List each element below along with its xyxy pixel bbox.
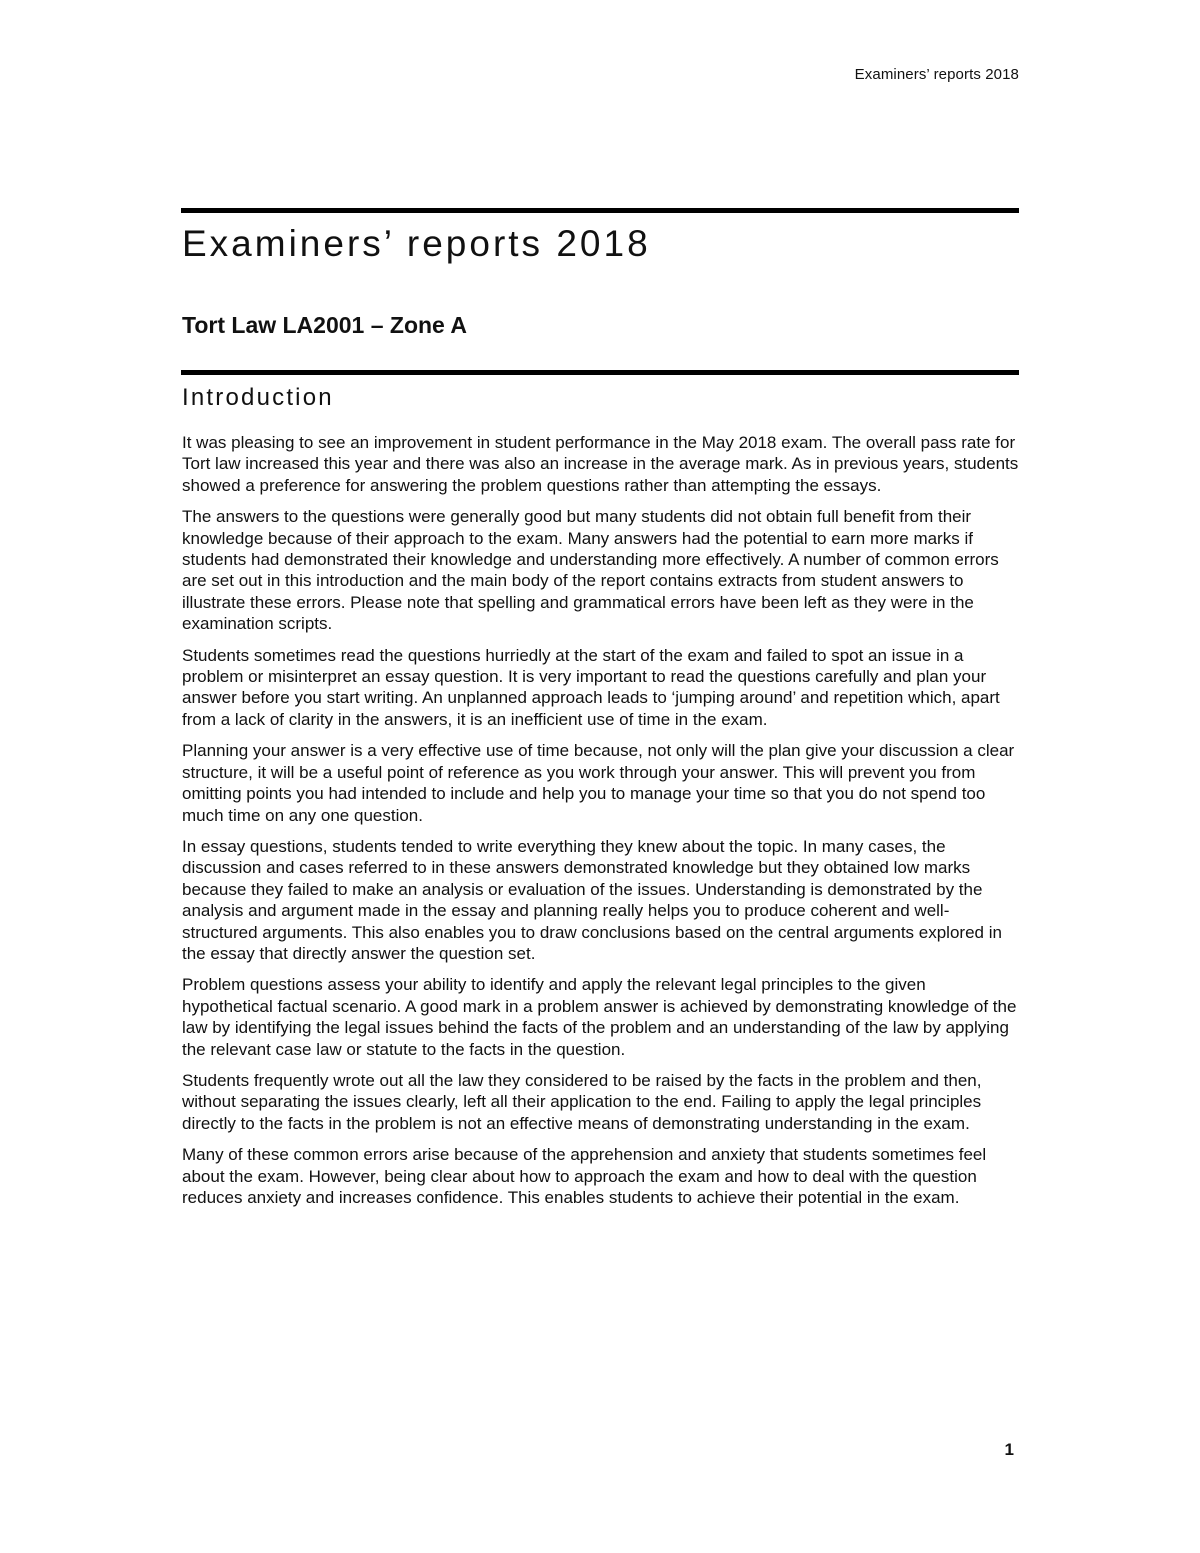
body-text (182, 432, 1020, 1218)
page-number: 1 (1004, 1440, 1014, 1459)
paragraph: Planning your answer is a very effective use of time because, not only will the plan give your discussion a clear structure, it will be a useful point of reference as you work through your answer. This will prevent you from omitting points you had intended to include and help you to manage your time so that you do not spend too much time on any one question. (182, 741, 1015, 825)
paragraph: In essay questions, students tended to write everything they knew about the topic. In many cases, the discussion and cases referred to in these answers demonstrated knowledge but they obtained low marks because they failed to make an analysis or evaluation of the issues. Understanding is demonstrated by the analysis and argument made in the essay and planning really helps you to produce coherent and well-structured arguments. This also enables you to draw conclusions based on the central arguments explored in the essay that directly answer the question set. (182, 836, 1002, 963)
course-title: Tort Law LA2001 – Zone A (182, 312, 467, 338)
paragraph: The answers to the questions were generally good but many students did not obtain full benefit from their knowledge because of their approach to the exam. Many answers had the potential to earn more marks if students had demonstrated their knowledge and understanding more effectively. A number of common errors are set out in this introduction and the main body of the report contains extracts from student answers to illustrate these errors. Please note that spelling and grammatical errors have been left as they were in the examination scripts. (182, 507, 999, 634)
paragraph: Students sometimes read the questions hurriedly at the start of the exam and failed to spot an issue in a problem or misinterpret an essay question. It is very important to read the questions carefully and plan your answer before you start writing. An unplanned approach leads to ‘jumping around’ and repetition which, apart from a lack of clarity in the answers, it is an inefficient use of time in the exam. (182, 645, 1000, 729)
document-title: Examiners’ reports 2018 (182, 223, 651, 264)
bottom-rule (181, 370, 1019, 375)
section-heading: Introduction (182, 384, 334, 411)
top-rule (181, 208, 1019, 213)
paragraph: It was pleasing to see an improvement in student performance in the May 2018 exam. The overall pass rate for Tort law increased this year and there was also an increase in the average mark. As in previous years, students showed a preference for answering the problem questions rather than attempting the essays. (182, 433, 1019, 495)
paragraph: Many of these common errors arise because of the apprehension and anxiety that students sometimes feel about the exam. However, being clear about how to approach the exam and how to deal with the question reduces anxiety and increases confidence. This enables students to achieve their potential in the exam. (182, 1145, 987, 1207)
running-header: Examiners’ reports 2018 (854, 66, 1019, 83)
paragraph: Problem questions assess your ability to identify and apply the relevant legal principles to the given hypothetical factual scenario. A good mark in a problem answer is achieved by demonstrating knowledge of the law by identifying the legal issues behind the facts of the problem and an understanding of the law by applying the relevant case law or statute to the facts in the question. (182, 975, 1017, 1059)
paragraph: Students frequently wrote out all the law they considered to be raised by the facts in the problem and then, without separating the issues clearly, left all their application to the end. Failing to apply the legal principles directly to the facts in the problem is not an effective means of demonstrating understanding in the exam. (182, 1070, 982, 1133)
